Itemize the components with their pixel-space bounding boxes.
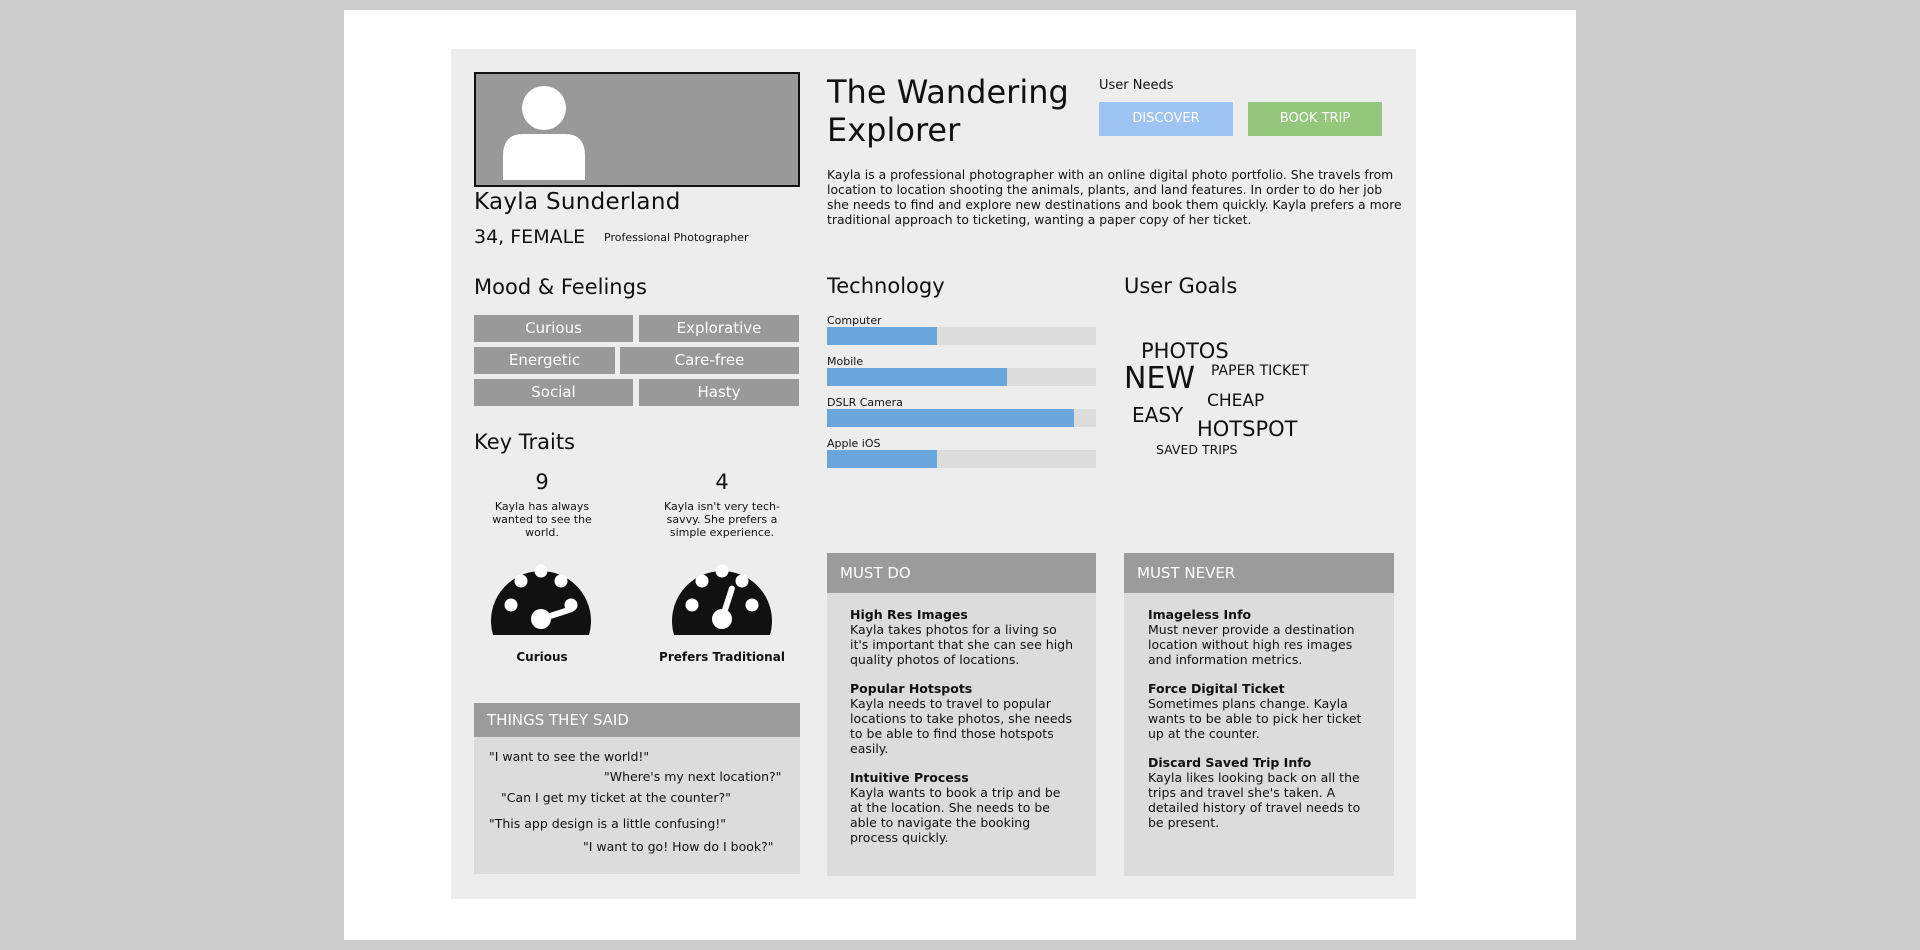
tech-bar-fill [827, 368, 1007, 386]
must-never-item [1148, 755, 1372, 830]
tech-item [827, 437, 1096, 468]
trait-label: Prefers Traditional [659, 650, 785, 664]
trait-description: Kayla has always wanted to see the world. [492, 500, 592, 539]
quote: "Can I get my ticket at the counter?" [501, 790, 731, 805]
must-do-item [850, 770, 1076, 845]
item-text: Sometimes plans change. Kayla wants to be able to pick her ticket up at the counter. [1148, 696, 1362, 741]
profile-photo [474, 72, 800, 187]
goal-word: EASY [1132, 403, 1184, 427]
tech-item [827, 355, 1096, 386]
item-title: Popular Hotspots [850, 681, 973, 696]
goal-word: HOTSPOT [1197, 417, 1298, 441]
trait-label: Curious [516, 650, 568, 664]
tech-item [827, 314, 1096, 345]
must-never-heading: MUST NEVER [1124, 553, 1394, 593]
item-text: Must never provide a destination location without high res images and information metrics. [1148, 622, 1355, 667]
traits-heading: Key Traits [474, 430, 576, 454]
trait-description: Kayla isn't very tech-savvy. She prefers a simple experience. [663, 500, 781, 539]
mood-tag: Explorative [639, 315, 799, 342]
tech-bar-track [827, 409, 1096, 427]
goal-word: CHEAP [1207, 391, 1265, 411]
persona-card [451, 49, 1416, 899]
item-title: High Res Images [850, 607, 968, 622]
item-text: Kayla likes looking back on all the trips and travel she's taken. A detailed history of travel needs to be present. [1148, 770, 1361, 830]
mood-tag: Curious [474, 315, 633, 342]
item-title: Imageless Info [1148, 607, 1252, 622]
quote: "I want to go! How do I book?" [583, 839, 774, 854]
avatar-icon [499, 84, 589, 180]
trait-score: 9 [535, 470, 549, 494]
item-text: Kayla takes photos for a living so it's important that she can see high quality photos of locations. [850, 622, 1074, 667]
mood-tag: Social [474, 379, 633, 406]
must-never-panel [1124, 593, 1394, 876]
must-do-heading: MUST DO [827, 553, 1096, 593]
tech-label: Apple iOS [827, 437, 881, 450]
tech-bar-fill [827, 409, 1074, 427]
technology-heading: Technology [827, 274, 945, 298]
discover-button[interactable]: DISCOVER [1099, 102, 1233, 136]
persona-age-gender: 34, FEMALE [474, 226, 586, 248]
tech-label: Mobile [827, 355, 864, 368]
tech-item [827, 396, 1096, 427]
tech-label: Computer [827, 314, 882, 327]
quotes-panel [474, 737, 800, 874]
tech-bar-track [827, 450, 1096, 468]
goal-word: PAPER TICKET [1211, 363, 1309, 379]
quote: "Where's my next location?" [604, 769, 782, 784]
persona-title-line2: Explorer [827, 111, 961, 149]
must-never-item [1148, 607, 1372, 667]
tech-bar-fill [827, 327, 937, 345]
mood-tag: Hasty [639, 379, 799, 406]
tech-bar-track [827, 327, 1096, 345]
item-text: Kayla needs to travel to popular locations to take photos, she needs to be able to find those hotspots easily. [850, 696, 1072, 756]
mood-heading: Mood & Feelings [474, 275, 647, 299]
mood-tag: Care-free [620, 347, 799, 374]
trait-score: 4 [715, 470, 729, 494]
mood-tag: Energetic [474, 347, 615, 374]
goal-word: SAVED TRIPS [1156, 442, 1238, 457]
gauge-icon [670, 555, 774, 637]
persona-title [827, 73, 1087, 149]
tech-label: DSLR Camera [827, 396, 903, 409]
item-title: Intuitive Process [850, 770, 969, 785]
quote: "This app design is a little confusing!" [489, 816, 727, 831]
must-never-item [1148, 681, 1372, 741]
user-needs-label: User Needs [1099, 78, 1174, 93]
book-trip-button[interactable]: BOOK TRIP [1248, 102, 1382, 136]
persona-bio: Kayla is a professional photographer with an online digital photo portfolio. She travels from location to location shooting the animals, plants, and land features. In order to do her job she needs to find and explore new destinations and book them quickly. Kayla prefers a more traditional approach to ticketing, wanting a paper copy of her ticket. [827, 167, 1402, 227]
persona-name: Kayla Sunderland [474, 189, 681, 215]
item-title: Discard Saved Trip Info [1148, 755, 1312, 770]
item-text: Kayla wants to book a trip and be at the location. She needs to be able to navigate the booking process quickly. [850, 785, 1061, 845]
persona-occupation: Professional Photographer [604, 231, 749, 244]
must-do-item [850, 681, 1076, 756]
tech-bar-fill [827, 450, 937, 468]
tech-bar-track [827, 368, 1096, 386]
persona-title-line1: The Wandering [827, 73, 1069, 111]
goal-word: NEW [1124, 361, 1196, 396]
goal-word: PHOTOS [1141, 339, 1229, 363]
quote: "I want to see the world!" [489, 749, 650, 764]
gauge-icon [489, 555, 593, 637]
goals-heading: User Goals [1124, 274, 1238, 298]
must-do-panel [827, 593, 1096, 876]
item-title: Force Digital Ticket [1148, 681, 1285, 696]
quotes-heading: THINGS THEY SAID [474, 703, 800, 737]
must-do-item [850, 607, 1076, 667]
